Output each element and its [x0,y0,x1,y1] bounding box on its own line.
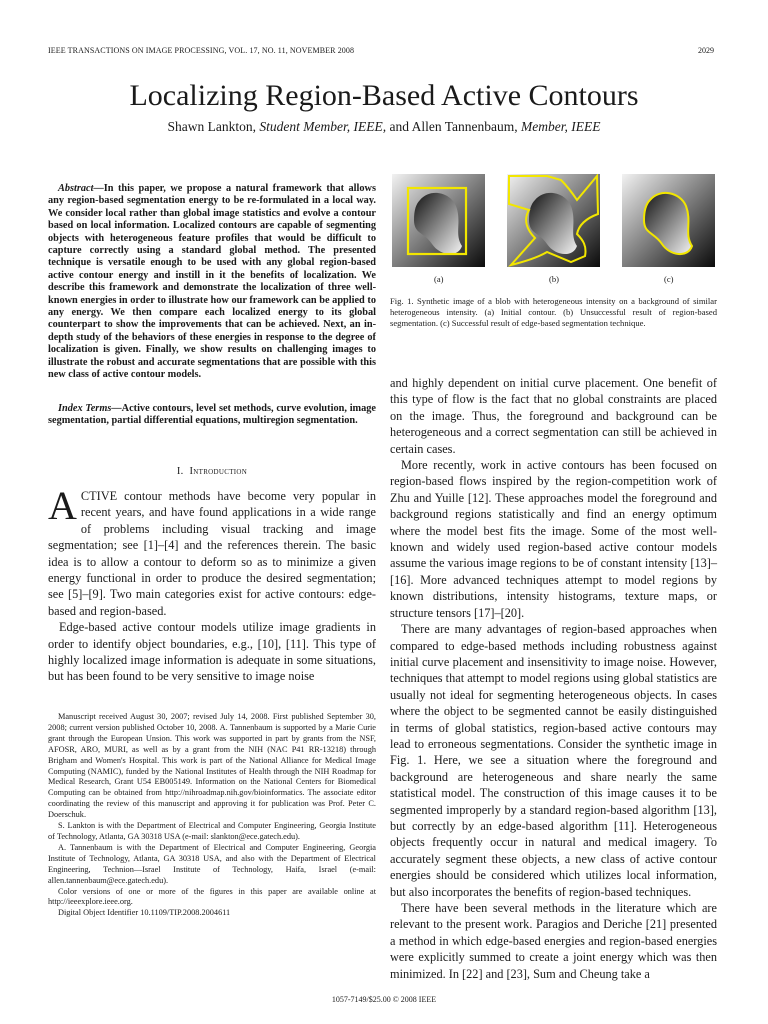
author-conjunction: and [389,119,409,134]
intro-left-column [48,483,376,685]
abstract [48,183,376,382]
author-role: Student Member, IEEE, [259,119,387,134]
panel-label-a: (a) [434,274,444,284]
author-name: Allen Tannenbaum, [411,119,518,134]
index-terms [48,403,376,428]
page-number: 2029 [698,46,714,55]
body-paragraph: ACTIVE contour methods have become very popular in recent years, and have found applications in a wide range of problems including visual tracking and image segmentation; see [1]–[4] and the references therein. The basic idea is to allow a contour to deform so as to minimize a given energy functional in order to produce the desired segmentation; see [5]–[9]. Two main categories exist for active contours: edge-based and region-based. [48,483,376,618]
abstract-text: In this paper, we propose a natural framework that allows any region-based segmentation energy to be re-formulated in a local way. We consider local rather than global image statistics and evolve a contour based on local information. Localized contours are capable of segmenting objects with heterogeneous feature profiles that would be difficult to capture correctly using a standard global method. The presented technique is versatile enough to be used with any global region-based active contour energy and instill in it the benefits of localization. We describe this framework and demonstrate the localization of three well-known energies in order to illustrate how our framework can be applied to any energy. We then compare each localized energy to its global counterpart to show the improvements that can be achieved. Next, an in-depth study of the behaviors of these energies in response to the degree of localization is given. Finally, we show results on challenging images to illustrate the robust and accurate segmentations that are possible with this new class of active contour models. [48,183,376,381]
body-paragraph: Edge-based active contour models utilize image gradients in order to identify object boundaries, e.g., [10], [11]. This type of highly localized image information is adequate in some situations, but has been found to be very sensitive to image noise [48,620,376,684]
figure-1 [390,174,717,284]
section-heading [48,466,376,477]
footnote [48,712,376,919]
footnote-doi: Digital Object Identifier 10.1109/TIP.2008.2004611 [58,908,231,918]
intro-right-column [390,375,717,982]
section-number: I. [176,466,184,477]
figure-panel-c [622,174,715,267]
footnote-paragraph: Color versions of one or more of the figures in this paper are available online at http://ieeexplore.ieee.org. [48,886,376,907]
body-paragraph: There are many advantages of region-based approaches when compared to edge-based methods including robustness against initial curve placement and insensitivity to image noise. However, techniques that attempt to model regions using global statistics are usually not ideal for segmenting heterogeneous objects. In cases where the object to be segmented cannot be easily distinguished in terms of global statistics, region-based active contours may lead to erroneous segmentations. Consider the synthetic image in Fig. 1. Here, we see a situation where the foreground and background are heterogeneous and share nearly the same statistical model. The construction of this image causes it to be segmented improperly by a standard region-based algorithm [13], but correctly by an edge-based algorithm [11]. Heterogeneous objects frequently occur in natural and medical imagery. To accurately segment these objects, a new class of active contour energies should be considered which utilizes local information, but also incorporates the benefits of region-based techniques. [390,622,717,899]
panel-label-c: (c) [664,274,674,284]
panel-label-b: (b) [549,274,559,284]
figure-panel-b [507,174,600,267]
index-terms-text: Active contours, level set methods, curve evolution, image segmentation, partial differential equations, multiregion segmentation. [48,403,376,427]
footnote-paragraph: A. Tannenbaum is with the Department of Electrical and Computer Engineering, Georgia Institute of Technology, Atlanta, GA 30318 USA, and also with the Department of Electrical Engineering, Technion—Israel Institute of Technology, Haifa, Israel (e-mail: allen.tannenbaum@ece.gatech.edu). [48,842,376,885]
body-paragraph: and highly dependent on initial curve placement. One benefit of this type of flow is the fact that no global constraints are placed on the image. Thus, the foreground and background can be heterogeneous and a correct segmentation can still be achieved in certain cases. [390,376,717,456]
index-terms-label: Index Terms— [58,403,122,414]
footnote-paragraph: S. Lankton is with the Department of Electrical and Computer Engineering, Georgia Institute of Technology, Atlanta, GA 30318 USA (e-mail: slankton@ece.gatech.edu). [48,821,376,841]
running-header: IEEE TRANSACTIONS ON IMAGE PROCESSING, VOL. 17, NO. 11, NOVEMBER 2008 [48,46,355,55]
author-name: Shawn Lankton, [167,119,256,134]
body-paragraph: There have been several methods in the literature which are relevant to the present work. Paragios and Deriche [21] presented a method in which edge-based energies and region-based energies were explicitly summed to create a joint energy which was then minimized. In [22] and [23], Sum and Cheung take a [390,901,717,981]
drop-cap: A [48,483,77,528]
figure-panel-a [392,174,485,267]
paper-title: Localizing Region-Based Active Contours [129,79,639,112]
body-paragraph: More recently, work in active contours has been focused on region-based flows inspired by the region-competition work of Zhu and Yuille [12]. These approaches model the foreground and background regions statistically and find an energy optimum where the model best fits the image. Some of the most well-known and widely used region-based active contour models assume the various image regions to be of constant intensity [13]–[16]. More advanced techniques attempt to model regions by known distributions, intensity histograms, texture maps, or structure tensors [17]–[20]. [390,458,717,620]
figure-caption: Fig. 1. Synthetic image of a blob with heterogeneous intensity on a background of similar heterogeneous intensity. (a) Initial contour. (b) Unsuccessful result of region-based segmentation. (c) Successful result of edge-based segmentation technique. [390,296,717,328]
section-title: Introduction [189,466,248,477]
footnote-paragraph: Manuscript received August 30, 2007; revised July 14, 2008. First published September 30, 2008; current version published October 10, 2008. A. Tannenbaum is supported by a Marie Curie grant through the European Unsion. This work was supported in part by grants from the NSF, AFOSR, ARO, MURI, as well as by a grant from the NIH (NAC P41 RR-13218) through Brigham and Women's Hospital. This work is part of the National Alliance for Medical Image Computing (NAMIC), funded by the National Institutes of Health through the NIH Roadmap for Medical Research, Grant U54 EB005149. Information on the National Centers for Biomedical Computing can be obtained from http://nihroadmap.nih.gov/bioinformatics. The associate editor coordinating the review of this manuscript and approving it for publication was Prof. Peter C. Doerschuk. [48,712,376,820]
copyright-footer: 1057-7149/$25.00 © 2008 IEEE [331,995,437,1004]
author-role: Member, IEEE [521,119,601,134]
abstract-label: Abstract— [58,183,104,194]
author-line [0,119,768,135]
